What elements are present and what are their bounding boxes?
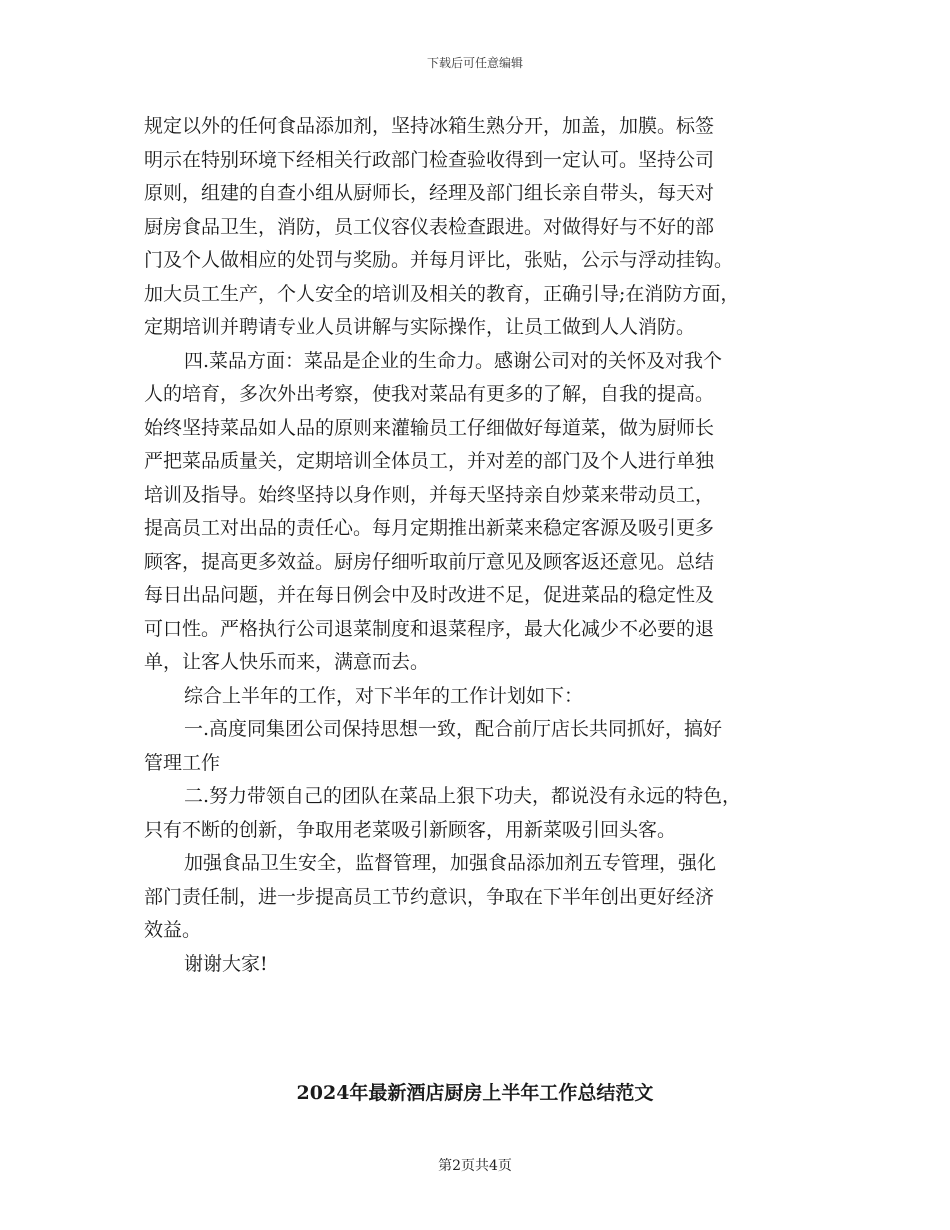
body-line: 效益。 [144,919,202,941]
body-line: 顾客，提高更多效益。厨房仔细听取前厅意见及顾客返还意见。总结 [144,550,715,573]
body-line: 明示在特别环境下经相关行政部门检查验收得到一定认可。坚持公司 [144,148,715,171]
body-line: 加大员工生产，个人安全的培训及相关的教育，正确引导;在消防方面， [144,282,740,305]
body-line: 始终坚持菜品如人品的原则来灌输员工仔细做好每道菜，做为厨师长 [144,416,715,439]
body-line: 每日出品问题，并在每日例会中及时改进不足，促进菜品的稳定性及 [144,584,715,606]
body-line: 培训及指导。始终坚持以身作则，并每天坚持亲自炒菜来带动员工， [144,483,715,506]
document-title: 2024年最新酒店厨房上半年工作总结范文 [296,1082,654,1104]
body-line: 四.菜品方面：菜品是企业的生命力。感谢公司对的关怀及对我个 [184,349,723,372]
body-line: 二.努力带领自己的团队在菜品上狠下功夫，都说没有永远的特色， [184,785,742,807]
body-line: 原则，组建的自查小组从厨师长，经理及部门组长亲自带头，每天对 [144,182,715,204]
page-footer: 第2页共4页 [438,1158,512,1174]
body-line: 谢谢大家! [184,952,268,975]
body-line: 只有不断的创新，争取用老菜吸引新顾客，用新菜吸引回头客。 [144,818,677,841]
body-line: 一.高度同集团公司保持思想一致，配合前厅店长共同抓好，搞好 [184,718,723,740]
body-line: 严把菜品质量关，定期培训全体员工，并对差的部门及个人进行单独 [144,450,715,472]
body-line: 提高员工对出品的责任心。每月定期推出新菜来稳定客源及吸引更多 [144,517,715,539]
body-line: 规定以外的任何食品添加剂，坚持冰箱生熟分开，加盖，加膜。标签 [144,115,715,137]
body-line: 定期培训并聘请专业人员讲解与实际操作，让员工做到人人消防。 [144,316,696,338]
body-line: 管理工作 [144,751,221,774]
body-line: 部门责任制，进一步提高员工节约意识，争取在下半年创出更好经济 [144,885,715,908]
body-line: 加强食品卫生安全，监督管理，加强食品添加剂五专管理，强化 [184,852,717,874]
body-line: 可口性。严格执行公司退菜制度和退菜程序，最大化减少不必要的退 [144,617,715,640]
body-line: 单，让客人快乐而来，满意而去。 [144,651,430,673]
body-line: 综合上半年的工作，对下半年的工作计划如下： [184,684,584,707]
body-line: 人的培育，多次外出考察，使我对菜品有更多的了解，自我的提高。 [144,383,715,405]
document-body [144,110,834,981]
page-header: 下载后可任意编辑 [426,56,523,70]
body-line: 门及个人做相应的处罚与奖励。并每月评比，张贴，公示与浮动挂钩。 [144,249,734,271]
body-line: 厨房食品卫生，消防，员工仪容仪表检查跟进。对做得好与不好的部 [144,215,715,238]
